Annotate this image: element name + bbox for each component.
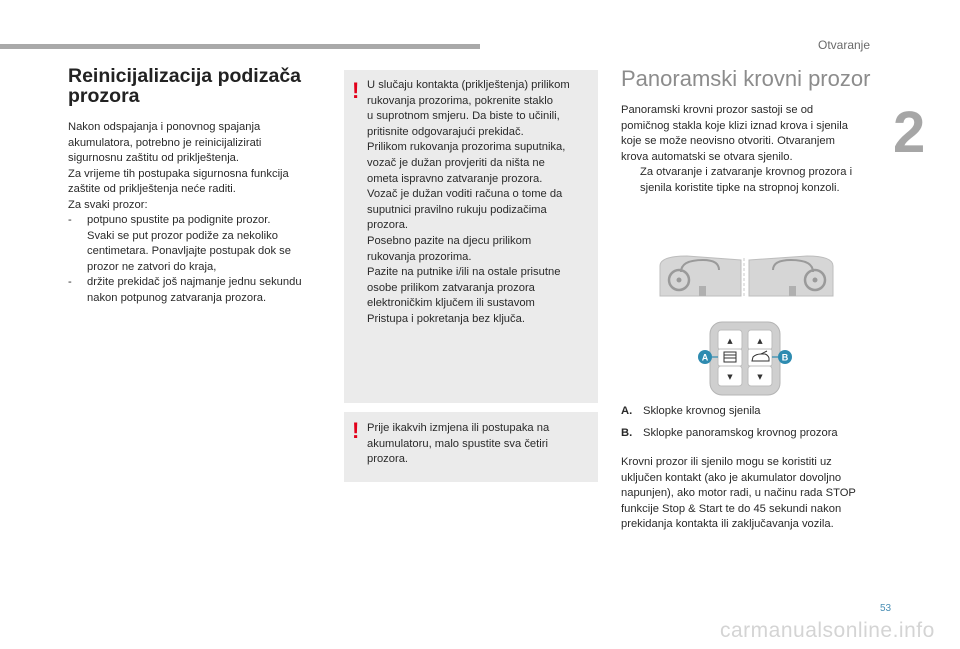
illustration-legend [621,404,891,447]
right-column [621,66,883,196]
sunroof-conditions: Krovni prozor ili sjenilo mogu se koristiti uz uključen kontakt (ako je akumulator dovoljno napunjen), ako motor radi, u načinu rada STOP funkcije Stop & Start te do 45 sekundi nakon prekidanja kontakta ili zaključavanja vozila. [621,456,856,531]
watermark: carmanualsonline.info [720,619,935,642]
arrow-down-icon: ▼ [727,373,733,381]
legend-item: A. Sklopke krovnog sjenila [621,405,761,417]
page-number: 53 [880,603,892,614]
warning-box-battery [344,412,598,482]
svg-text:A: A [701,352,709,363]
roof-window-right-icon [749,256,833,296]
sunroof-intro: Panoramski krovni prozor sastoji se od pomičnog stakla koje klizi iznad krova i sjenila koje se može neovisno otvoriti. Otvaranjem krova automatski se otvara sjenilo. Za otvaranje i zatvaranje krovnog prozora i sjenila koristite tipke na stropnoj konzoli. [621,103,883,196]
chapter-name: Otvaranje [818,38,871,52]
arrow-down-icon: ▼ [757,373,763,381]
reinit-body [68,120,330,306]
arrow-up-icon: ▲ [727,337,733,345]
list-item: - potpuno spustite pa podignite prozor. Svaki se put prozor podiže za nekoliko centimetara. Ponavljajte postupak dok se prozor ne zatvori do kraja, [68,214,291,273]
list-item: - držite prekidač još najmanje jednu sekundu nakon potpunog zatvaranja prozora. [68,276,302,304]
section-title-reinit: Reinicijalizacija podizača prozora [68,65,302,107]
warning-icon: ! [352,418,360,443]
list-item: Za otvaranje i zatvaranje krovnog prozora i sjenila koristite tipke na stropnoj konzoli. [621,165,883,196]
reinit-para1: Nakon odspajanja i ponovnog spajanja akumulatora, potrebno je reinicijalizirati sigurnosnu zaštitu od priklještenja. [68,121,262,164]
warning-icon: ! [352,78,360,103]
warning-box-pinch [344,70,598,403]
overhead-console [710,322,780,395]
reinit-para3: Za svaki prozor: [68,198,148,211]
warning-text: Prije ikakvih izmjena ili postupaka na akumulatoru, malo spustite sva četiri prozora. [367,422,550,466]
header-rule [0,44,480,49]
roof-window-left-icon [660,256,741,296]
reinit-para2: Za vrijeme tih postupaka sigurnosna funkcija zaštite od priklještenja neće raditi. [68,167,289,195]
svg-text:B: B [781,352,789,363]
chapter-number: 2 [893,100,926,165]
warning-text: U slučaju kontakta (priklještenja) prilikom rukovanja prozorima, pokrenite staklo u suprotnom smjeru. Da biste to učinili, pritisnite odgovarajući prekidač. Prilikom rukovanja prozorima suputnika, vozač je dužan provjeriti da ništa ne ometa ispravno zatvaranje prozora. Vozač je dužan voditi računa o tome da suputnici pravilno rukuju podizačima prozora. Posebno pazite na djecu prilikom rukovanja prozorima. Pazite na putnike i/ili na ostale prisutne osobe prilikom zatvaranja prozora elektroničkim ključem ili sustavom Pristupa i pokretanja bez ključa. [367,79,570,325]
left-column [68,66,330,306]
section-title-sunroof: Panoramski krovni prozor [621,66,871,91]
pointer-icon [621,165,640,196]
arrow-up-icon: ▲ [757,337,763,345]
legend-item: B. Sklopke panoramskog krovnog prozora [621,426,838,439]
sunroof-console-illustration [657,252,837,402]
